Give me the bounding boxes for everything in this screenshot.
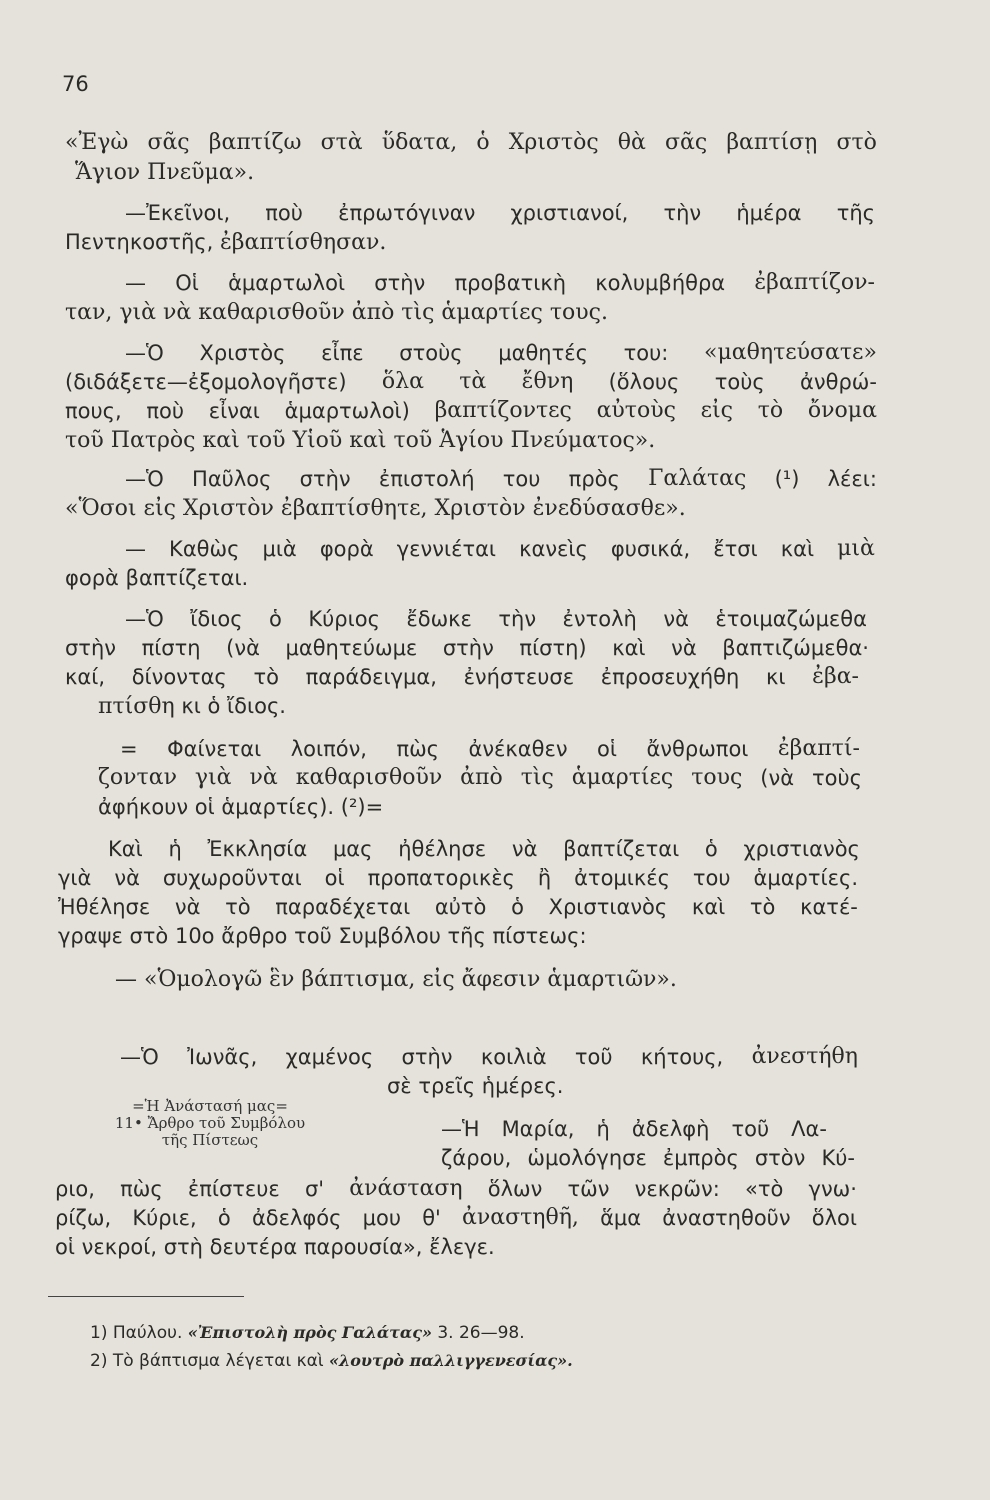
word: σ'	[304, 1177, 325, 1201]
word: ὅλων	[487, 1177, 543, 1201]
word: ἐπίστευε	[187, 1177, 280, 1201]
word: —	[125, 537, 146, 561]
text-line	[65, 130, 877, 156]
text-line	[55, 1205, 857, 1231]
word: στὴν	[374, 271, 426, 295]
word: ποὺ	[265, 201, 303, 225]
word: Κύριος	[308, 607, 380, 631]
word: χριστιανὸς	[743, 837, 860, 861]
word: ὁ	[217, 1206, 231, 1230]
emphasized-text: ἐβαπτίσθησαν.	[220, 230, 387, 255]
word: ἀδελφός	[251, 1206, 342, 1230]
word: ἴδιος	[190, 607, 243, 631]
word: λοιπόν,	[290, 737, 367, 761]
word: μας	[332, 837, 373, 861]
text-line	[115, 966, 677, 993]
word: ἀναστηθοῦν	[662, 1206, 791, 1230]
word: νὰ	[663, 607, 689, 631]
word: κοιλιὰ	[480, 1045, 547, 1069]
emphasized-word: τους	[691, 765, 743, 790]
word: πίστη)	[519, 636, 587, 660]
emphasized-word: ἀνάσταση	[349, 1176, 463, 1201]
word: Καθὼς	[169, 537, 240, 561]
margin-note-title: =Ἡ Ἀνάστασή μας=	[132, 1097, 288, 1115]
word: Παῦλος	[192, 467, 272, 491]
text-line	[125, 466, 877, 492]
text-segment: κι ὁ ἴδιος.	[174, 694, 286, 718]
word: τοὺς	[714, 370, 765, 394]
word: καὶ	[691, 895, 726, 919]
emphasized-word: ἁμαρτίες	[571, 765, 674, 790]
word: στὴν	[442, 636, 494, 660]
word: εἶναι	[208, 399, 260, 423]
text-line	[108, 836, 860, 862]
word: πὼς	[396, 737, 440, 761]
text-line	[65, 427, 655, 454]
word: πίστη	[141, 636, 201, 660]
emphasized-word: γιὰ	[194, 765, 232, 790]
word: ἠθέλησε	[398, 837, 487, 861]
word: παραδέχεται	[275, 895, 411, 919]
word: κανεὶς	[519, 537, 588, 561]
emphasized-word: μιὰ	[837, 536, 875, 561]
word: (διδάξετε—ἐξομολογῆστε)	[65, 370, 347, 394]
emphasized-text: — «Ὁμολογῶ ἓν βάπτισμα, εἰς ἄφεσιν ἁμαρτιῶν».	[115, 967, 677, 992]
text-line	[120, 736, 860, 762]
text-line	[75, 159, 254, 186]
word: ἐμπρὸς	[662, 1146, 739, 1170]
word: νὰ	[511, 837, 538, 861]
word: χριστιανοί,	[510, 201, 629, 225]
text-segment: Πεντηκοστῆς,	[65, 230, 220, 254]
word: Ἐκκλησία	[207, 837, 308, 861]
word: ρίζω,	[55, 1206, 112, 1230]
word: Καὶ	[108, 837, 143, 861]
word: ἢ	[537, 866, 552, 890]
emphasized-text: πτίσθη	[98, 694, 175, 719]
text-line	[120, 1044, 858, 1070]
word: ἅμα	[600, 1206, 642, 1230]
word: ὅλοι	[811, 1206, 857, 1230]
word: ἐπροσευχήθη	[600, 665, 740, 689]
word: ἁμαρτωλοὶ	[228, 271, 346, 295]
word: πους,	[65, 399, 122, 423]
word: του:	[623, 341, 669, 365]
emphasized-word: τὶς	[520, 765, 554, 790]
emphasized-word: ἐβαπτί-	[777, 736, 860, 761]
footnote	[90, 1322, 525, 1344]
word: =	[120, 737, 138, 761]
text-line	[65, 398, 877, 424]
word: τῆς	[836, 201, 875, 225]
word: (ὅλους	[608, 370, 680, 394]
word: νὰ	[174, 895, 201, 919]
emphasized-word: ὕδατα,	[381, 130, 458, 155]
emphasized-text: Ἅγιον Πνεῦμα».	[75, 160, 255, 185]
word: Χριστιανὸς	[548, 895, 668, 919]
footnote-text: 1) Παύλου.	[90, 1323, 188, 1343]
word: νὰ	[671, 636, 697, 660]
word: ἁμαρτίες.	[753, 866, 858, 890]
emphasized-word: ἀνεστήθη	[751, 1044, 858, 1069]
word: ἁμαρτωλοὶ)	[284, 399, 410, 423]
word: αὐτὸ	[434, 895, 487, 919]
text-line	[125, 340, 877, 366]
word: γιὰ	[58, 866, 92, 890]
word: ζάρου,	[441, 1146, 512, 1170]
emphasized-word: ὁ	[476, 130, 490, 155]
emphasized-word: καθαρισθοῦν	[295, 765, 443, 790]
text-line	[98, 693, 286, 720]
text-line	[441, 1116, 827, 1142]
footnote-reference: «Ἐπιστολὴ πρὸς Γαλάτας»	[187, 1323, 432, 1342]
word: βαπτιζώμεθα·	[722, 636, 869, 660]
emphasized-word: ἔθνη	[521, 369, 574, 394]
word: γεννιέται	[396, 537, 497, 561]
margin-note-line: 11• Ἄρθρο τοῦ Συμβόλου	[114, 1114, 306, 1132]
word: θ'	[422, 1206, 441, 1230]
emphasized-word: «Ἐγὼ	[65, 130, 129, 155]
footnote-text: 2) Τὸ βάπτισμα λέγεται καὶ	[90, 1351, 329, 1371]
word: φυσικά,	[610, 537, 691, 561]
word: —Ὁ	[125, 607, 164, 631]
word: εἶπε	[321, 341, 364, 365]
footnote-reference: «λουτρὸ παλλιγγενεσίας».	[329, 1351, 573, 1370]
word: Ἠθέλησε	[58, 895, 151, 919]
text-line	[58, 923, 587, 949]
word: «τὸ	[745, 1177, 784, 1201]
emphasized-word: στὸ	[836, 130, 877, 155]
text-line	[55, 1176, 857, 1202]
word: παράδειγμα,	[305, 665, 437, 689]
page-number: 76	[62, 72, 89, 96]
text-line	[65, 299, 608, 326]
word: στὴν	[401, 1045, 453, 1069]
word: ἡ	[168, 837, 182, 861]
word: τὸ	[749, 895, 776, 919]
word: καὶ	[780, 537, 815, 561]
word: πρὸς	[568, 467, 620, 491]
word: τοὺς	[812, 766, 862, 790]
emphasized-word: σᾶς	[147, 130, 190, 155]
emphasized-word: ὄνομα	[807, 398, 877, 423]
emphasized-word: ἐβα-	[812, 664, 859, 689]
word: φορὰ	[319, 537, 374, 561]
word: Λα-	[791, 1117, 827, 1141]
word: χαμένος	[285, 1045, 374, 1069]
word: κατέ-	[800, 895, 858, 919]
emphasized-word: βαπτίζοντες	[434, 398, 572, 423]
word: Ἰωνᾶς,	[187, 1045, 258, 1069]
word: (νὰ	[226, 636, 260, 660]
word: ἡμέρα	[736, 201, 802, 225]
word: δίνοντας	[131, 665, 227, 689]
emphasized-word: ἀπὸ	[460, 765, 503, 790]
text-line	[98, 794, 383, 820]
word: Χριστὸς	[199, 341, 286, 365]
word: γνω·	[808, 1177, 857, 1201]
text-line	[441, 1145, 855, 1171]
word: Κύ-	[821, 1146, 855, 1170]
word: πὼς	[120, 1177, 163, 1201]
word: ἡ	[596, 1117, 610, 1141]
word: μαθητεύωμε	[285, 636, 418, 660]
word: ἀνέκαθεν	[468, 737, 568, 761]
word: του	[502, 467, 541, 491]
word: καί,	[65, 665, 106, 689]
word: νὰ	[114, 866, 140, 890]
emphasized-text: «Ὅσοι εἰς Χριστὸν ἐβαπτίσθητε, Χριστὸν ἐνεδύσασθε».	[65, 496, 686, 521]
word: ὁ	[269, 607, 282, 631]
word: κήτους,	[640, 1045, 724, 1069]
text-line	[387, 1073, 563, 1099]
text-segment: σὲ τρεῖς ἡμέρες.	[387, 1074, 564, 1098]
word: —Ὁ	[125, 467, 164, 491]
word: ἑτοιμαζώμεθα	[715, 607, 867, 631]
word: στὴν	[299, 467, 351, 491]
word: ἐνήστευσε	[463, 665, 575, 689]
emphasized-word: βαπτίζω	[208, 130, 302, 155]
text-line	[65, 635, 869, 661]
word: ὁ	[511, 895, 524, 919]
word: (νὰ	[760, 766, 795, 790]
word: τὴν	[663, 201, 702, 225]
word: τὴν	[498, 607, 537, 631]
word: στὴν	[65, 636, 116, 660]
emphasized-word: αὐτοὺς	[596, 398, 676, 423]
word: καὶ	[612, 636, 646, 660]
emphasized-word: τὸ	[757, 398, 784, 423]
text-line	[65, 229, 386, 256]
emphasized-word: «μαθητεύσατε»	[704, 340, 877, 365]
word: Φαίνεται	[167, 737, 262, 761]
word: προπατορικὲς	[367, 866, 515, 890]
text-segment: γραψε στὸ 10ο ἄρθρο τοῦ Συμβόλου τῆς πίστεως:	[58, 924, 587, 948]
word: λέει:	[827, 467, 877, 491]
text-line	[55, 1234, 495, 1260]
text-line	[65, 495, 686, 522]
word: κι	[766, 665, 786, 689]
word: —Ἐκεῖνοι,	[125, 201, 231, 225]
emphasized-word: Χριστὸς	[508, 130, 599, 155]
emphasized-word: τὰ	[459, 369, 487, 394]
emphasized-word: σᾶς	[665, 130, 708, 155]
text-line	[65, 664, 859, 690]
word: οἱ	[324, 866, 345, 890]
word: στὸν	[754, 1146, 806, 1170]
word: μιὰ	[262, 537, 297, 561]
word: (¹)	[774, 467, 800, 491]
word: τοῦ	[731, 1117, 770, 1141]
word: ἐπιστολή	[378, 467, 475, 491]
word: Μαρία,	[501, 1117, 575, 1141]
word: —Ὁ	[120, 1045, 159, 1069]
emphasized-word: Γαλάτας	[648, 466, 747, 491]
margin-note	[60, 1098, 360, 1149]
word: του	[692, 866, 731, 890]
text-segment: οἱ νεκροί, στὴ δευτέρα παρουσία», ἔλεγε.	[55, 1235, 495, 1259]
emphasized-word: νὰ	[249, 765, 278, 790]
word: ἀδελφὴ	[631, 1117, 710, 1141]
word: ἐντολὴ	[562, 607, 637, 631]
emphasized-word: στὰ	[320, 130, 363, 155]
word: κολυμβήθρα	[595, 271, 726, 295]
word: ἔδωκε	[406, 607, 472, 631]
emphasized-text: ταν, γιὰ νὰ καθαρισθοῦν ἀπὸ τὶς ἁμαρτίες τους.	[65, 300, 608, 325]
word: —Ὁ	[125, 341, 164, 365]
word: ἀνθρώ-	[800, 370, 877, 394]
text-segment: ἀφήκουν οἱ ἁμαρτίες). (²)=	[98, 795, 384, 819]
text-line	[125, 536, 875, 562]
word: οἱ	[597, 737, 617, 761]
word: ποὺ	[146, 399, 185, 423]
margin-note-line: τῆς Πίστεως	[161, 1131, 259, 1149]
word: ἀτομικές	[574, 866, 670, 890]
text-segment: φορὰ βαπτίζεται.	[65, 566, 249, 590]
text-line	[65, 369, 877, 395]
emphasized-word: εἰς	[700, 398, 734, 423]
word: νεκρῶν:	[634, 1177, 720, 1201]
footnote	[90, 1350, 573, 1372]
emphasized-word: ζονταν	[98, 765, 177, 790]
word: μαθητές	[498, 341, 588, 365]
footnote-divider	[48, 1296, 244, 1297]
word: —	[125, 271, 146, 295]
word: ὡμολόγησε	[527, 1146, 647, 1170]
word: —Ἡ	[441, 1117, 480, 1141]
word: βαπτίζεται	[563, 837, 680, 861]
text-line	[65, 565, 248, 591]
word: ὁ	[704, 837, 718, 861]
emphasized-word: βαπτίσῃ	[726, 130, 818, 155]
word: Κύριε,	[132, 1206, 197, 1230]
emphasized-word: ἀναστηθῆ,	[462, 1205, 579, 1230]
text-line	[125, 200, 875, 226]
text-line	[125, 270, 875, 296]
emphasized-word: ἐβαπτίζον-	[754, 270, 875, 295]
word: ἄνθρωποι	[646, 737, 749, 761]
word: τὸ	[225, 895, 251, 919]
text-line	[125, 606, 867, 632]
emphasized-text: τοῦ Πατρὸς καὶ τοῦ Υἱοῦ καὶ τοῦ Ἁγίου Πνεύματος».	[65, 428, 656, 453]
word: ριο,	[55, 1177, 95, 1201]
word: τὸ	[253, 665, 279, 689]
text-line	[98, 765, 862, 791]
word: συχωροῦνται	[162, 866, 302, 890]
word: Οἱ	[175, 271, 199, 295]
word: στοὺς	[399, 341, 463, 365]
emphasized-word: ὅλα	[381, 369, 424, 394]
word: ἔτσι	[713, 537, 758, 561]
word: προβατικὴ	[454, 271, 567, 295]
emphasized-word: θὰ	[617, 130, 646, 155]
text-line	[58, 865, 858, 891]
word: τοῦ	[574, 1045, 613, 1069]
word: ἐπρωτόγιναν	[338, 201, 476, 225]
word: μου	[362, 1206, 401, 1230]
word: τῶν	[567, 1177, 610, 1201]
footnote-text: 3. 26—98.	[431, 1323, 525, 1343]
text-line	[58, 894, 858, 920]
